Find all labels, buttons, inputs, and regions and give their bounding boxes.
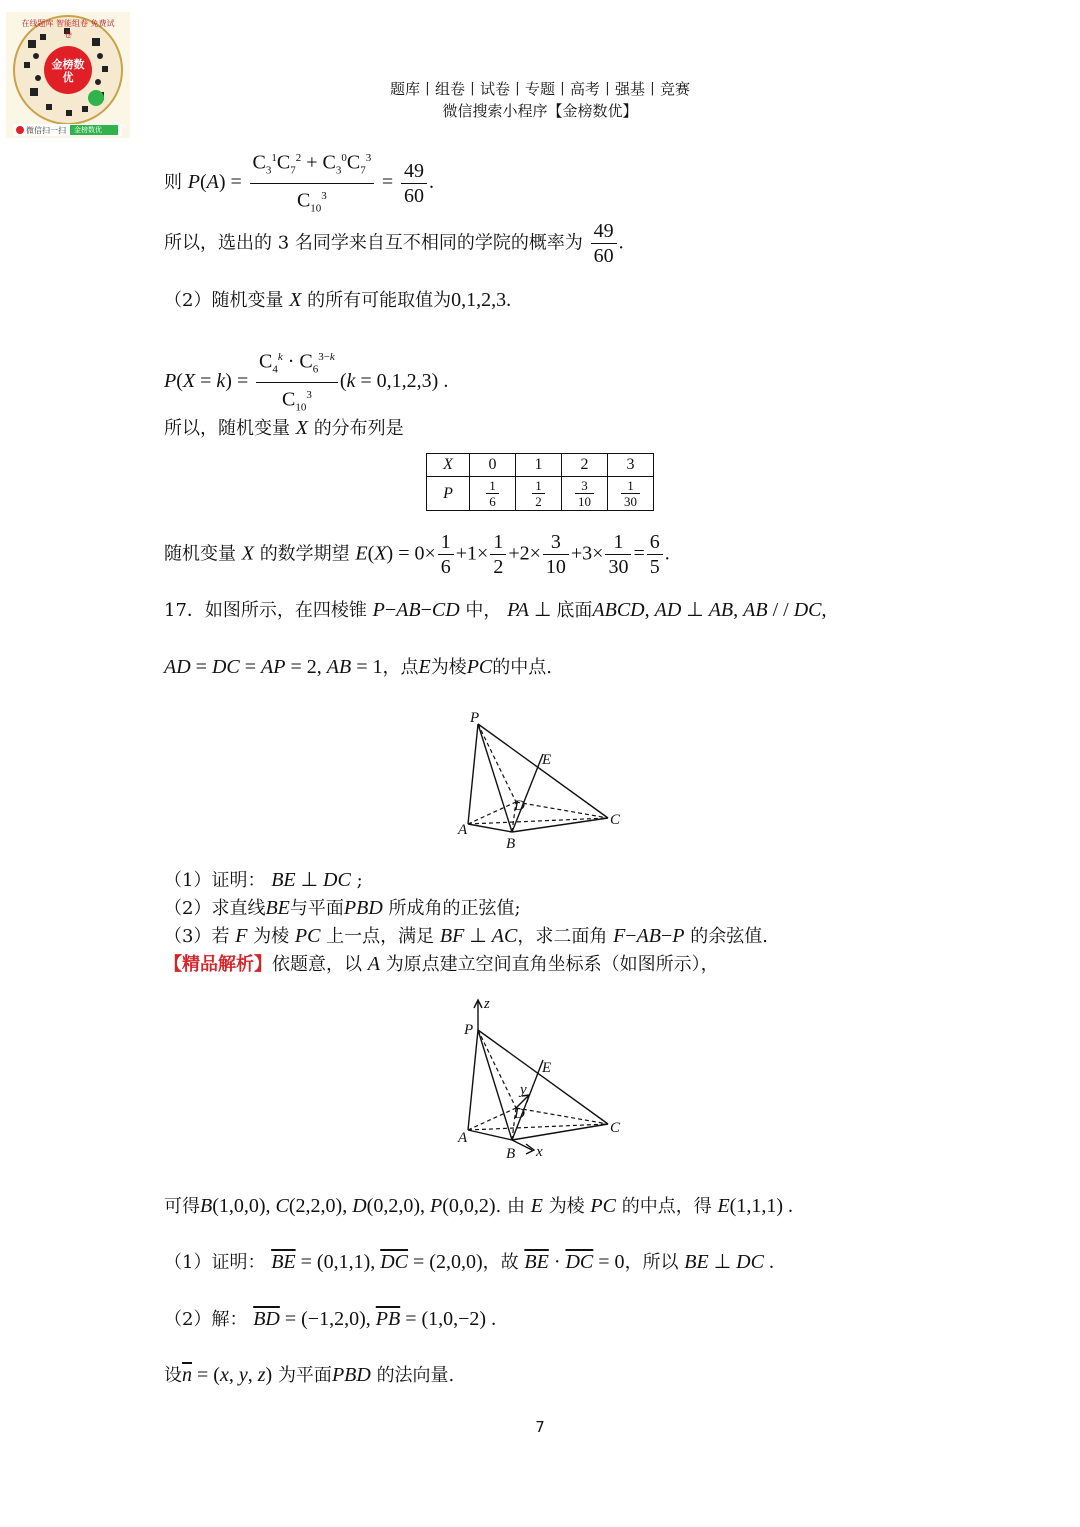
label-e: E (542, 1060, 552, 1076)
table-row (427, 477, 654, 511)
expectation-formula: 随机变量 X 的数学期望 E(X) = 0× $\frac{1}{6}$ +1× $\frac{1}{2}$ +2× $\frac{3}{10}$ +3× $\frac{1}{30}$ = $\frac{6}{5}$ . (164, 531, 670, 578)
page-number: 7 (535, 1418, 545, 1436)
table-cell: $\frac{1}{2}$ (516, 477, 562, 511)
label-z: z (484, 996, 490, 1012)
table-cell: P (427, 477, 470, 511)
label-a: A (458, 822, 468, 838)
label-y: y (520, 1082, 527, 1098)
possible-values: （2）随机变量 X 的所有可能取值为0,1,2,3. (164, 289, 512, 311)
label-a: A (458, 1130, 468, 1146)
question-17-line2: AD = DC = AP = 2, AB = 1，点E为棱PC的中点. (164, 656, 552, 678)
sub-question-1: （1）证明： BE ⊥ DC ; (164, 869, 363, 891)
probability-sentence: 所以，选出的 3 名同学来自互不相同的学院的概率为 $\frac{49}{60}$ . (164, 220, 624, 267)
logo-center-text: 金榜数优 (51, 58, 85, 84)
table-cell: 3 (608, 454, 654, 477)
distribution-intro: 所以，随机变量 X 的分布列是 (164, 417, 404, 439)
logo-ring-text: 在线题库 智能组卷 免费试卷 (21, 19, 115, 39)
logo-badge-text: 金榜数优 (74, 126, 102, 134)
formula-pxk: P(X = k) = $\frac{C_4^k \cdot C_6^{3-k}}{C_{10}^3}$ (k = 0,1,2,3) . (164, 345, 448, 419)
table-cell: 0 (470, 454, 516, 477)
label-d: D (514, 1106, 525, 1122)
header-line-2: 微信搜索小程序【金榜数优】 (442, 102, 638, 120)
logo-footer-text: 微信扫一扫 (26, 126, 66, 135)
label-p: P (464, 1022, 474, 1038)
normal-vector-line: 设$\overline{n} = (x$, y, z) 为平面PBD 的法向量. (164, 1364, 455, 1386)
distribution-table (426, 453, 654, 511)
coordinates-line: 可得B(1,0,0), C(2,2,0), D(0,2,0), P(0,0,2). 由 E 为棱 PC 的中点，得 E(1,1,1) . (164, 1195, 793, 1217)
label-e: E (542, 752, 552, 768)
header-line-1: 题库丨组卷丨试卷丨专题丨高考丨强基丨竞赛 (389, 80, 690, 98)
table-cell: $\frac{3}{10}$ (562, 477, 608, 511)
analysis-tag: 【精品解析】 (164, 954, 272, 975)
proof-1-line: （1）证明： $\overline{BE} = (0,1,1)$, $\overline{DC} = (2,0,0)$，故 $\overline{BE} \cdot \overline{DC} = 0$，所以 BE ⊥ DC . (164, 1251, 774, 1273)
pyramid-figure (450, 706, 630, 856)
label-x: x (536, 1144, 543, 1160)
proof-2-line: （2）解： $\overline{BD} = (-1,2,0)$, $\overline{PB} = (1,0,-2)$ . (164, 1308, 497, 1330)
label-b: B (506, 1146, 516, 1162)
table-cell: X (427, 454, 470, 477)
label-c: C (610, 812, 621, 828)
question-17-line1: 17．如图所示，在四棱锥 P−AB−CD 中， PA ⊥ 底面ABCD, AD ⊥ AB, AB / / DC, (164, 599, 827, 621)
sub-question-3: （3）若 F 为棱 PC 上一点，满足 BF ⊥ AC，求二面角 F−AB−P 的余弦值. (164, 925, 768, 947)
sub-question-2: （2）求直线BE与平面PBD 所成角的正弦值; (164, 897, 521, 919)
table-cell: 2 (562, 454, 608, 477)
table-cell: $\frac{1}{30}$ (608, 477, 654, 511)
analysis-line: 【精品解析】依题意，以 A 为原点建立空间直角坐标系（如图所示）， (164, 953, 719, 975)
table-row (427, 454, 654, 477)
formula-pa: 则 P(A) = $\frac{C_3^1C_7^2 + C_3^0C_7^3}{C_{10}^3}$ = $\frac{49}{60}$ . (164, 146, 434, 220)
coordinate-figure (450, 994, 630, 1164)
label-p: P (470, 710, 480, 726)
table-cell: 1 (516, 454, 562, 477)
label-c: C (610, 1120, 621, 1136)
label-b: B (506, 836, 516, 852)
table-cell: $\frac{1}{6}$ (470, 477, 516, 511)
label-d: D (514, 798, 525, 814)
